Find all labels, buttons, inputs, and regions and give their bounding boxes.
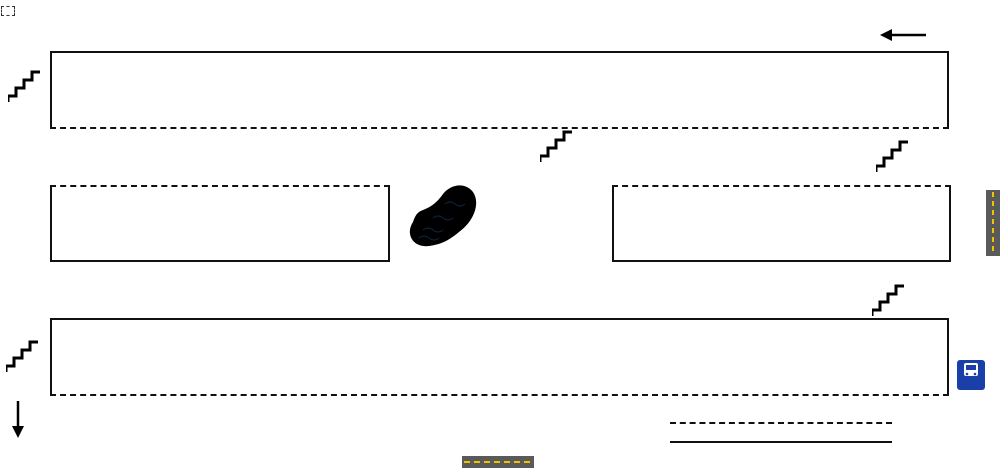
building-top [50, 51, 949, 129]
camino-pescadero-street [462, 456, 534, 468]
exit-arrow-icon [10, 401, 26, 439]
legend-line-bottom [670, 441, 892, 443]
bus-stop-sign [957, 360, 985, 390]
bus-icon [957, 360, 985, 380]
swimming-pool-icon [403, 182, 483, 252]
building-bottom [50, 318, 949, 396]
stairs-icon [872, 284, 912, 318]
building-middle-right [612, 185, 951, 262]
stairs-icon [540, 130, 580, 164]
entrance-arrow-icon [880, 28, 928, 42]
building-middle-left [50, 185, 390, 262]
stairs-icon [6, 340, 46, 374]
abrego-street [986, 190, 1000, 256]
stairs-icon [876, 140, 916, 174]
legend-line-top [670, 422, 892, 424]
dumpster-label [1, 6, 15, 16]
stairs-icon [8, 70, 48, 104]
